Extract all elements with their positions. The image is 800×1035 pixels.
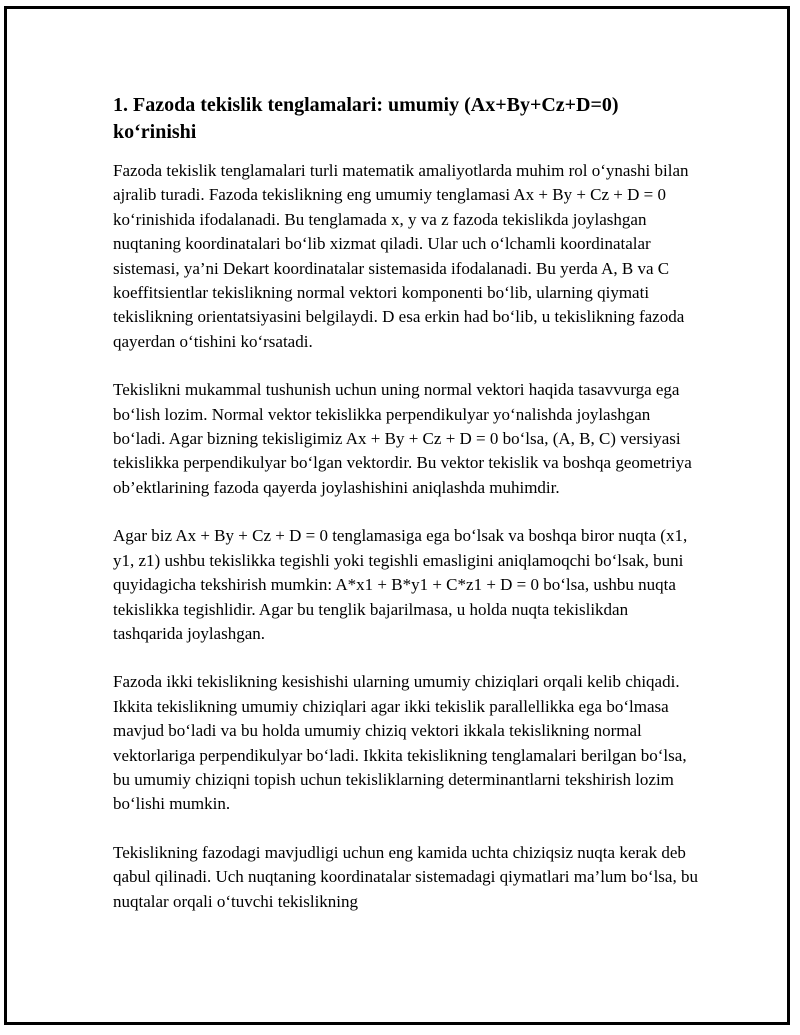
document-body bbox=[113, 92, 698, 914]
paragraph-3: Agar biz Ax + By + Cz + D = 0 tenglamasiga ega bo‘lsak va boshqa biror nuqta (x1, y1, z1) ushbu tekislikka tegishli yoki tegishli emasligini aniqlamoqchi bo‘lsak, buni quyidagicha tekshirish mumkin: A*x1 + B*y1 + C*z1 + D = 0 bo‘lsa, ushbu nuqta tekislikka tegishlidir. Agar bu tenglik bajarilmasa, u holda nuqta tekislikdan tashqarida joylashgan. bbox=[113, 526, 688, 643]
section-heading: 1. Fazoda tekislik tenglamalari: umumiy (Ax+By+Cz+D=0) ko‘rinishi bbox=[113, 94, 619, 143]
paragraph-4: Fazoda ikki tekislikning kesishishi ularning umumiy chiziqlari orqali kelib chiqadi. Ikkita tekislikning umumiy chiziqlari agar ikki tekislik parallellikka ega bo‘lmasa mavjud bo‘ladi va bu holda umumiy chiziq vektori ikkala tekislikning normal vektorlariga perpendikulyar bo‘ladi. Ikkita tekislikning tenglamalari berilgan bo‘lsa, bu umumiy chiziqni topish uchun tekisliklarning determinantlarni tekshirish lozim bo‘lishi mumkin. bbox=[113, 672, 687, 814]
paragraph-1: Fazoda tekislik tenglamalari turli matematik amaliyotlarda muhim rol o‘ynashi bilan ajralib turadi. Fazoda tekislikning eng umumiy tenglamasi Ax + By + Cz + D = 0 ko‘rinishida ifodalanadi. Bu tenglamada x, y va z fazoda tekislikda joylashgan nuqtaning koordinatalari bo‘lib xizmat qiladi. Ular uch o‘lchamli koordinatalar sistemasi, ya’ni Dekart koordinatalar sistemasida ifodalanadi. Bu yerda A, B va C koeffitsientlar tekislikning normal vektori komponenti bo‘lib, ularning qiymati tekislikning orientatsiyasini belgilaydi. D esa erkin had bo‘lib, u tekislikning fazoda qayerdan o‘tishini ko‘rsatadi. bbox=[113, 161, 689, 351]
paragraph-5: Tekislikning fazodagi mavjudligi uchun eng kamida uchta chiziqsiz nuqta kerak deb qabul qilinadi. Uch nuqtaning koordinatalar sistemadagi qiymatlari ma’lum bo‘lsa, bu nuqtalar orqali o‘tuvchi tekislikning bbox=[113, 842, 698, 911]
paragraph-2: Tekislikni mukammal tushunish uchun uning normal vektori haqida tasavvurga ega bo‘lish lozim. Normal vektor tekislikka perpendikulyar yo‘nalishda joylashgan bo‘ladi. Agar bizning tekisligimiz Ax + By + Cz + D = 0 bo‘lsa, (A, B, C) versiyasi tekislikka perpendikulyar bo‘lgan vektordir. Bu vektor tekislik va boshqa geometriya ob’ektlarining fazoda qayerda joylashishini aniqlashda muhimdir. bbox=[113, 380, 692, 497]
